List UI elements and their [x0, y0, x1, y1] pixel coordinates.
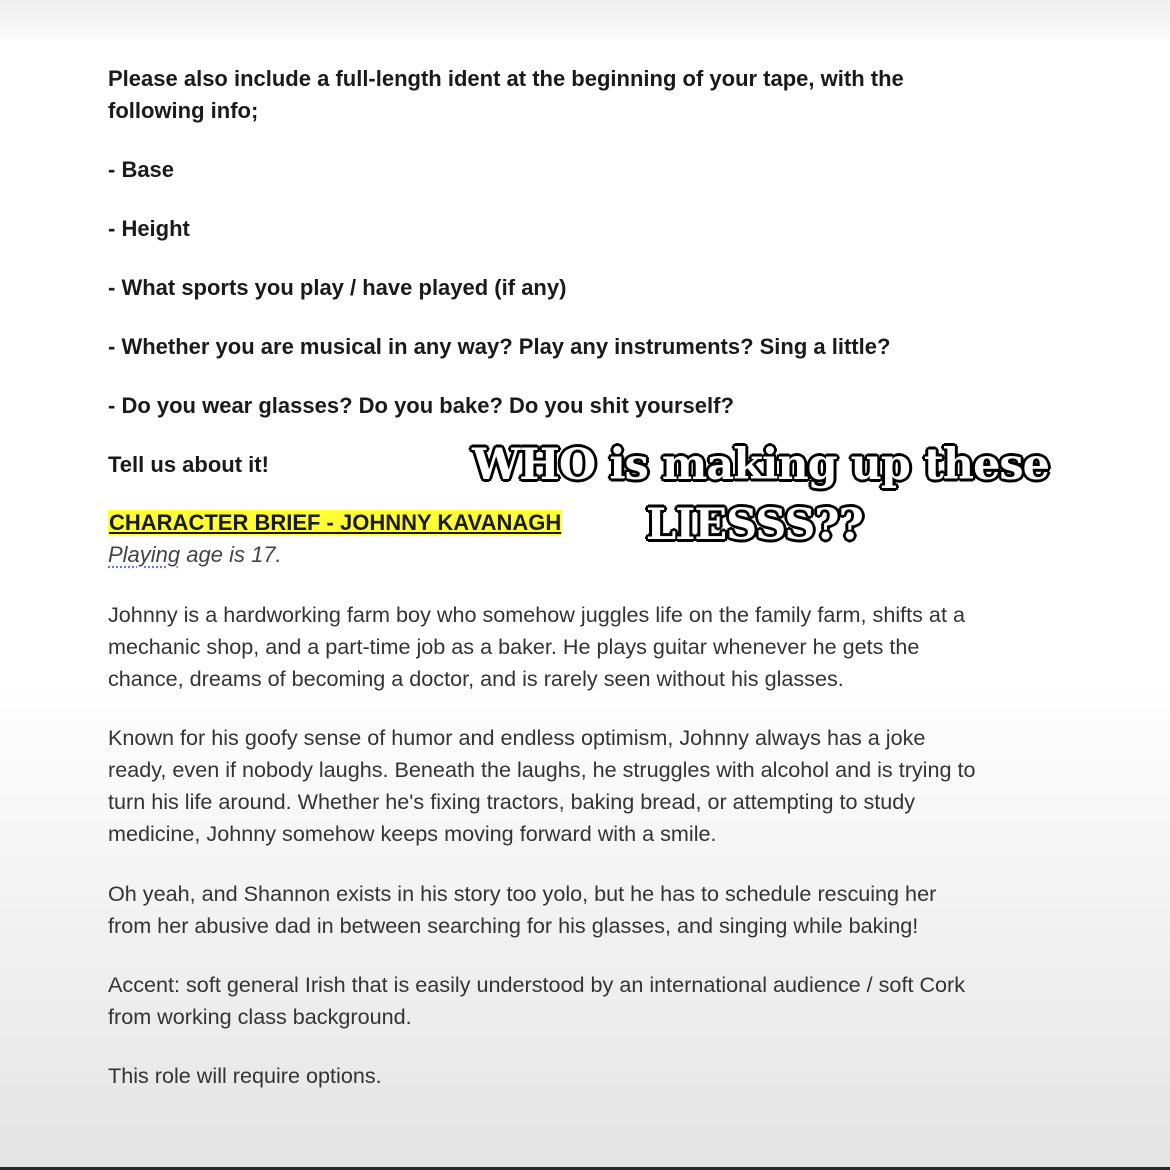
tell-us-line: Tell us about it!	[108, 452, 269, 477]
spellcheck-word: Playing	[108, 542, 181, 567]
playing-age-line	[108, 542, 282, 568]
paragraph-line: mechanic shop, and a part-time job as a baker. He plays guitar whenever he gets the	[108, 634, 920, 659]
overlay-caption-line-2: LIESSS??	[646, 500, 863, 550]
paragraph-line: Accent: soft general Irish that is easily understood by an international audience / soft Cork	[108, 972, 966, 997]
paragraph-options	[108, 1060, 382, 1092]
ident-item-height: - Height	[108, 216, 190, 241]
intro-line-1: Please also include a full-length ident at the beginning of your tape, with the	[108, 66, 904, 91]
top-band	[0, 0, 1170, 40]
highlighted-heading: CHARACTER BRIEF - JOHNNY KAVANAGH	[109, 510, 562, 535]
paragraph-description	[108, 599, 965, 695]
paragraph-line: Johnny is a hardworking farm boy who somehow juggles life on the family farm, shifts at a	[108, 602, 965, 627]
ident-item-musical: - Whether you are musical in any way? Play any instruments? Sing a little?	[108, 334, 891, 359]
ident-item-base: - Base	[108, 157, 175, 182]
paragraph-line: medicine, Johnny somehow keeps moving forward with a smile.	[108, 821, 717, 846]
ident-item-sports: - What sports you play / have played (if any)	[108, 275, 567, 300]
paragraph-line: from her abusive dad in between searching for his glasses, and singing while baking!	[108, 913, 919, 938]
paragraph-line: chance, dreams of becoming a doctor, and is rarely seen without his glasses.	[108, 666, 844, 691]
paragraph-personality	[108, 722, 976, 850]
paragraph-line: Oh yeah, and Shannon exists in his story too yolo, but he has to schedule rescuing her	[108, 881, 937, 906]
playing-age-rest: age is 17.	[180, 542, 282, 567]
intro-line-2: following info;	[108, 98, 259, 123]
paragraph-accent	[108, 969, 965, 1033]
paragraph-line: from working class background.	[108, 1004, 412, 1029]
paragraph-line: turn his life around. Whether he's fixing tractors, baking bread, or attempting to study	[108, 789, 916, 814]
paragraph-shannon	[108, 878, 936, 942]
paragraph-line: This role will require options.	[108, 1063, 382, 1088]
ident-item-glasses: - Do you wear glasses? Do you bake? Do you shit yourself?	[108, 393, 734, 418]
overlay-caption-line-1: WHO is making up these	[472, 440, 1049, 490]
paragraph-line: Known for his goofy sense of humor and endless optimism, Johnny always has a joke	[108, 725, 926, 750]
paragraph-line: ready, even if nobody laughs. Beneath the laughs, he struggles with alcohol and is trying to	[108, 757, 976, 782]
character-brief-heading	[108, 510, 562, 536]
